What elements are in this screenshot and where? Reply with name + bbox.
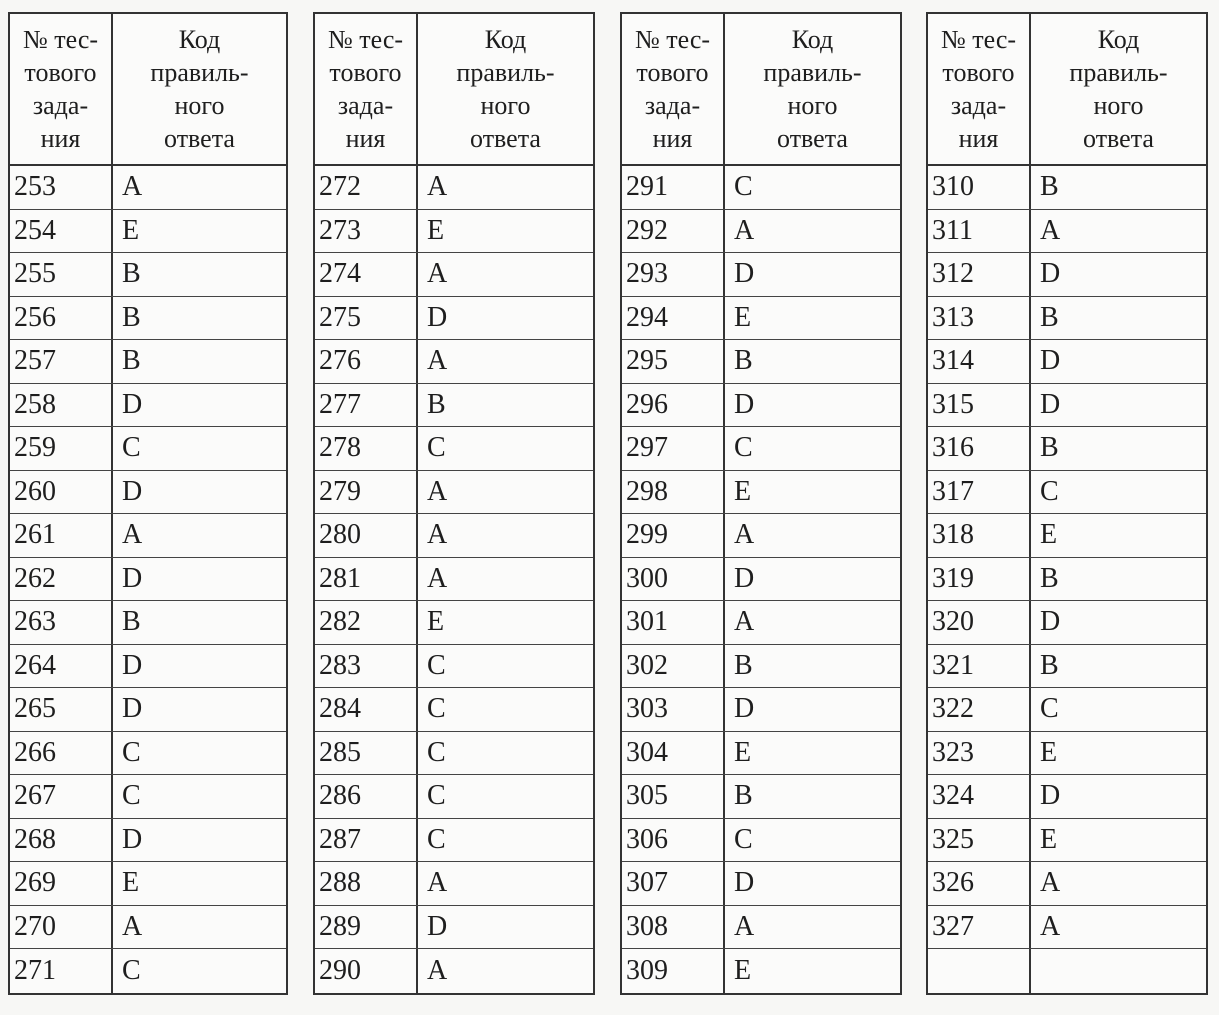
task-number-cell: 306 — [622, 819, 725, 862]
answer-code-cell: B — [1040, 562, 1059, 594]
task-number-cell: 289 — [315, 906, 418, 949]
task-number-cell: 287 — [315, 819, 418, 862]
answer-code-cell: C — [1040, 693, 1059, 725]
table-row — [10, 340, 286, 384]
task-number-cell: 301 — [622, 601, 725, 644]
table-row — [10, 384, 286, 428]
answer-code-cell: C — [1040, 475, 1059, 507]
task-number-cell: 300 — [622, 558, 725, 601]
answer-code-cell: A — [427, 562, 448, 594]
answer-code-cell: C — [122, 780, 141, 812]
task-number-cell: 288 — [315, 862, 418, 905]
answer-code-cell: C — [734, 823, 753, 855]
answer-table-4 — [926, 12, 1208, 995]
task-number-cell: 255 — [10, 253, 113, 296]
header-task-number: № тес- тового зада- ния — [622, 14, 725, 164]
task-number-cell: 253 — [10, 166, 113, 209]
answer-code-cell: E — [427, 606, 445, 638]
answer-code-cell: D — [427, 910, 448, 942]
task-number-cell: 269 — [10, 862, 113, 905]
task-number-cell: 319 — [928, 558, 1031, 601]
answer-code-cell: C — [427, 432, 446, 464]
table-row — [928, 732, 1206, 776]
task-number-cell: 283 — [315, 645, 418, 688]
table-row — [315, 862, 593, 906]
table-row — [315, 514, 593, 558]
table-row — [315, 732, 593, 776]
table-row — [622, 166, 900, 210]
table-row — [10, 601, 286, 645]
task-number-cell: 323 — [928, 732, 1031, 775]
task-number-cell: 307 — [622, 862, 725, 905]
answer-table-2 — [313, 12, 595, 995]
table-row — [622, 340, 900, 384]
table-row — [928, 253, 1206, 297]
answer-code-cell: C — [122, 736, 141, 768]
task-number-cell: 320 — [928, 601, 1031, 644]
table-row — [622, 732, 900, 776]
table-row — [622, 819, 900, 863]
table-row — [928, 819, 1206, 863]
answer-code-cell: E — [734, 736, 752, 768]
answer-code-cell: A — [427, 345, 448, 377]
task-number-cell: 318 — [928, 514, 1031, 557]
table-row — [10, 253, 286, 297]
table-row — [622, 210, 900, 254]
table-row — [10, 514, 286, 558]
answer-code-cell: D — [122, 388, 143, 420]
answer-code-cell: B — [734, 345, 753, 377]
table-row — [10, 471, 286, 515]
answer-code-cell: A — [427, 258, 448, 290]
table-row — [928, 340, 1206, 384]
task-number-cell: 263 — [10, 601, 113, 644]
answer-code-cell: E — [1040, 736, 1058, 768]
answer-code-cell: D — [734, 693, 755, 725]
task-number-cell: 257 — [10, 340, 113, 383]
table-row — [928, 471, 1206, 515]
answer-code-cell: C — [427, 693, 446, 725]
answer-code-cell: E — [734, 301, 752, 333]
answer-code-cell: B — [122, 606, 141, 638]
task-number-cell: 322 — [928, 688, 1031, 731]
table-row — [928, 297, 1206, 341]
table-row — [622, 862, 900, 906]
task-number-cell: 324 — [928, 775, 1031, 818]
answer-code-cell: A — [427, 475, 448, 507]
task-number-cell: 280 — [315, 514, 418, 557]
task-number-cell: 258 — [10, 384, 113, 427]
table-row — [928, 558, 1206, 602]
task-number-cell: 295 — [622, 340, 725, 383]
answer-code-cell: D — [1040, 780, 1061, 812]
task-number-cell: 254 — [10, 210, 113, 253]
table-row — [315, 645, 593, 689]
answer-table-3 — [620, 12, 902, 995]
table-row — [622, 297, 900, 341]
answer-code-cell: E — [734, 475, 752, 507]
task-number-cell: 266 — [10, 732, 113, 775]
table-row — [315, 601, 593, 645]
table-row — [622, 645, 900, 689]
answer-code-cell: E — [427, 214, 445, 246]
table-row — [10, 645, 286, 689]
task-number-cell: 286 — [315, 775, 418, 818]
table-row — [622, 688, 900, 732]
table-row — [10, 862, 286, 906]
task-number-cell: 296 — [622, 384, 725, 427]
task-number-cell: 271 — [10, 949, 113, 993]
task-number-cell: 256 — [10, 297, 113, 340]
answer-code-cell: E — [122, 867, 140, 899]
task-number-cell: 259 — [10, 427, 113, 470]
header-task-number: № тес- тового зада- ния — [928, 14, 1031, 164]
answer-code-cell: B — [734, 780, 753, 812]
task-number-cell: 264 — [10, 645, 113, 688]
task-number-cell: 281 — [315, 558, 418, 601]
task-number-cell: 304 — [622, 732, 725, 775]
task-number-cell: 293 — [622, 253, 725, 296]
answer-code-cell: D — [122, 649, 143, 681]
answer-code-cell: D — [122, 562, 143, 594]
table-row — [315, 340, 593, 384]
task-number-cell: 308 — [622, 906, 725, 949]
answer-code-cell: D — [122, 693, 143, 725]
table-body — [928, 166, 1206, 993]
header-answer-code: Код правиль- ного ответа — [1069, 25, 1168, 153]
table-row — [10, 210, 286, 254]
answer-code-cell: D — [1040, 388, 1061, 420]
table-row — [928, 862, 1206, 906]
task-number-cell: 292 — [622, 210, 725, 253]
task-number-cell: 325 — [928, 819, 1031, 862]
task-number-cell: 273 — [315, 210, 418, 253]
table-row — [315, 949, 593, 993]
task-number-cell: 261 — [10, 514, 113, 557]
table-row — [315, 819, 593, 863]
table-row — [10, 688, 286, 732]
answer-code-cell: E — [1040, 519, 1058, 551]
table-row — [928, 645, 1206, 689]
answer-code-cell: B — [122, 258, 141, 290]
answer-code-cell: A — [122, 519, 143, 551]
table-row — [315, 688, 593, 732]
table-row — [10, 166, 286, 210]
task-number-cell: 267 — [10, 775, 113, 818]
task-number-cell: 294 — [622, 297, 725, 340]
task-number-cell: 265 — [10, 688, 113, 731]
table-row — [315, 471, 593, 515]
table-row — [315, 775, 593, 819]
table-row — [622, 384, 900, 428]
task-number-cell: 309 — [622, 949, 725, 993]
table-row — [10, 732, 286, 776]
task-number-cell: 298 — [622, 471, 725, 514]
answer-code-cell: A — [427, 867, 448, 899]
task-number-cell: 260 — [10, 471, 113, 514]
task-number-cell: 312 — [928, 253, 1031, 296]
table-header — [928, 14, 1206, 166]
table-row — [622, 775, 900, 819]
task-number-cell: 303 — [622, 688, 725, 731]
table-row — [10, 775, 286, 819]
task-number-cell: 310 — [928, 166, 1031, 209]
table-row — [928, 775, 1206, 819]
answer-code-cell: D — [734, 867, 755, 899]
answer-code-cell: B — [1040, 171, 1059, 203]
answer-code-cell: D — [1040, 606, 1061, 638]
table-row — [928, 427, 1206, 471]
answer-table-1 — [8, 12, 288, 995]
task-number-cell: 279 — [315, 471, 418, 514]
task-number-cell: 314 — [928, 340, 1031, 383]
answer-code-cell: B — [1040, 432, 1059, 464]
task-number-cell: 311 — [928, 210, 1031, 253]
answer-code-cell: A — [427, 519, 448, 551]
task-number-cell: 277 — [315, 384, 418, 427]
task-number-cell: 272 — [315, 166, 418, 209]
answer-code-cell: B — [122, 345, 141, 377]
table-row — [315, 253, 593, 297]
answer-code-cell: C — [427, 823, 446, 855]
header-task-number: № тес- тового зада- ния — [315, 14, 418, 164]
answer-code-cell: C — [427, 780, 446, 812]
answer-code-cell: C — [122, 954, 141, 986]
table-row — [315, 297, 593, 341]
answer-code-cell: B — [1040, 649, 1059, 681]
task-number-cell: 316 — [928, 427, 1031, 470]
task-number-cell: 305 — [622, 775, 725, 818]
table-row — [928, 949, 1206, 993]
answer-code-cell: D — [122, 475, 143, 507]
answer-code-cell: A — [734, 214, 755, 246]
answer-code-cell: A — [122, 910, 143, 942]
table-header — [622, 14, 900, 166]
table-row — [10, 906, 286, 950]
table-row — [928, 601, 1206, 645]
answer-code-cell: A — [1040, 867, 1061, 899]
task-number-cell: 274 — [315, 253, 418, 296]
table-row — [622, 558, 900, 602]
table-row — [622, 253, 900, 297]
answer-code-cell: E — [1040, 823, 1058, 855]
answer-code-cell — [1031, 949, 1206, 993]
answer-code-cell: A — [734, 910, 755, 942]
table-row — [622, 906, 900, 950]
task-number-cell: 315 — [928, 384, 1031, 427]
answer-code-cell: C — [427, 649, 446, 681]
table-row — [622, 514, 900, 558]
task-number-cell: 268 — [10, 819, 113, 862]
answer-code-cell: A — [427, 171, 448, 203]
task-number-cell: 291 — [622, 166, 725, 209]
answer-code-cell: E — [122, 214, 140, 246]
answer-code-cell: D — [1040, 258, 1061, 290]
task-number-cell: 275 — [315, 297, 418, 340]
answer-code-cell: A — [734, 606, 755, 638]
answer-code-cell: D — [734, 258, 755, 290]
table-row — [928, 210, 1206, 254]
task-number-cell: 284 — [315, 688, 418, 731]
task-number-cell: 326 — [928, 862, 1031, 905]
table-row — [622, 471, 900, 515]
task-number-cell: 302 — [622, 645, 725, 688]
table-body — [315, 166, 593, 993]
table-row — [928, 166, 1206, 210]
answer-code-cell: D — [734, 562, 755, 594]
table-header — [10, 14, 286, 166]
answer-code-cell: D — [122, 823, 143, 855]
table-row — [315, 558, 593, 602]
table-row — [315, 166, 593, 210]
task-number-cell: 313 — [928, 297, 1031, 340]
table-row — [928, 906, 1206, 950]
task-number-cell: 282 — [315, 601, 418, 644]
answer-code-cell: A — [1040, 910, 1061, 942]
table-row — [622, 949, 900, 993]
table-row — [315, 427, 593, 471]
header-answer-code: Код правиль- ного ответа — [150, 25, 249, 153]
table-row — [622, 601, 900, 645]
task-number-cell: 327 — [928, 906, 1031, 949]
table-row — [315, 210, 593, 254]
answer-code-cell: E — [734, 954, 752, 986]
table-row — [315, 906, 593, 950]
table-row — [928, 688, 1206, 732]
table-row — [10, 297, 286, 341]
answer-code-cell: D — [1040, 345, 1061, 377]
task-number-cell: 262 — [10, 558, 113, 601]
answer-code-cell: A — [1040, 214, 1061, 246]
table-row — [10, 819, 286, 863]
table-row — [928, 384, 1206, 428]
table-row — [315, 384, 593, 428]
table-row — [10, 558, 286, 602]
answer-code-cell: C — [427, 736, 446, 768]
task-number-cell: 290 — [315, 949, 418, 993]
table-row — [928, 514, 1206, 558]
task-number-cell: 278 — [315, 427, 418, 470]
table-row — [622, 427, 900, 471]
task-number-cell: 299 — [622, 514, 725, 557]
answer-code-cell: D — [734, 388, 755, 420]
task-number-cell: 321 — [928, 645, 1031, 688]
task-number-cell: 297 — [622, 427, 725, 470]
table-row — [10, 427, 286, 471]
table-body — [622, 166, 900, 993]
answer-code-cell: C — [734, 432, 753, 464]
answer-code-cell: D — [427, 301, 448, 333]
answer-code-cell: B — [1040, 301, 1059, 333]
table-row — [10, 949, 286, 993]
task-number-cell: 285 — [315, 732, 418, 775]
answer-code-cell: B — [122, 301, 141, 333]
answer-code-cell: B — [734, 649, 753, 681]
header-answer-code: Код правиль- ного ответа — [456, 25, 555, 153]
answer-code-cell: A — [734, 519, 755, 551]
task-number-cell: 276 — [315, 340, 418, 383]
task-number-cell — [928, 949, 1031, 993]
answer-code-cell: A — [427, 954, 448, 986]
answer-code-cell: C — [734, 171, 753, 203]
task-number-cell: 317 — [928, 471, 1031, 514]
answer-code-cell: B — [427, 388, 446, 420]
header-answer-code: Код правиль- ного ответа — [763, 25, 862, 153]
header-task-number: № тес- тового зада- ния — [10, 14, 113, 164]
answer-code-cell: C — [122, 432, 141, 464]
table-body — [10, 166, 286, 993]
table-header — [315, 14, 593, 166]
answer-code-cell: A — [122, 171, 143, 203]
task-number-cell: 270 — [10, 906, 113, 949]
